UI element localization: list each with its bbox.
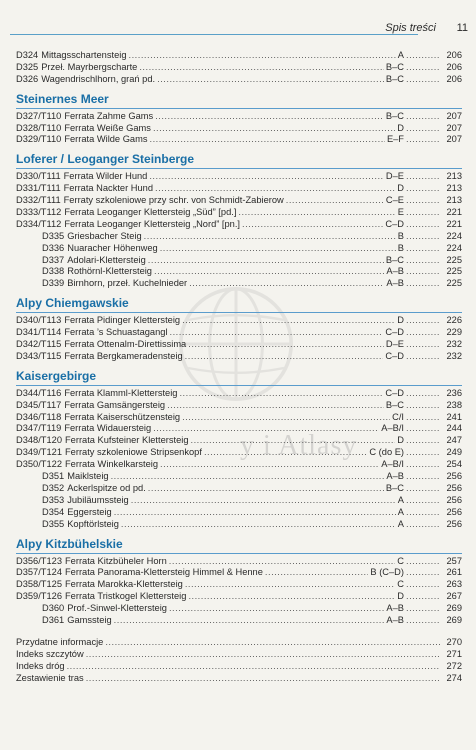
- route-code: D332/T111: [16, 195, 61, 206]
- route-code: D329/T110: [16, 134, 62, 145]
- toc-entry: [16, 603, 462, 615]
- section-title: Spis treści: [385, 22, 436, 34]
- leader-dots: [406, 327, 440, 339]
- page-ref: 269: [446, 614, 462, 625]
- page-ref: 274: [446, 672, 462, 683]
- leader-dots: [169, 603, 384, 615]
- route-code: D324: [16, 50, 39, 60]
- page-ref: 270: [446, 636, 462, 647]
- difficulty-grade: C (do E): [369, 447, 404, 458]
- leader-dots: [131, 495, 396, 507]
- leader-dots: [406, 315, 440, 327]
- appendix-title: Indeks dróg: [16, 660, 65, 671]
- leader-dots: [406, 483, 440, 495]
- toc-entry: [16, 134, 462, 146]
- leader-dots: [155, 111, 384, 123]
- page-ref: 225: [446, 254, 462, 265]
- route-code: D325: [16, 61, 39, 72]
- route-code: D331/T111: [16, 183, 61, 194]
- toc-entry: [16, 315, 462, 327]
- page-ref: 226: [446, 315, 462, 326]
- leader-dots: [242, 219, 383, 231]
- difficulty-grade: A–B/I: [381, 423, 404, 434]
- route-code: D338: [42, 266, 65, 277]
- route-code: D353: [42, 494, 65, 505]
- toc-entry: [16, 412, 462, 424]
- page-ref: 221: [446, 218, 462, 229]
- leader-dots: [406, 567, 440, 579]
- leader-dots: [148, 483, 384, 495]
- page-ref: 256: [446, 518, 462, 529]
- leader-dots: [406, 219, 440, 231]
- route-title: Ferrata Kaiserschützensteig: [64, 411, 181, 422]
- leader-dots: [185, 579, 395, 591]
- route-code: D361: [42, 614, 65, 625]
- leader-dots: [157, 74, 384, 86]
- route-code: D357/T124: [16, 567, 62, 578]
- toc-entry: [16, 483, 462, 495]
- difficulty-grade: C–D: [385, 218, 404, 229]
- route-code: D337: [42, 254, 65, 265]
- leader-dots: [406, 183, 440, 195]
- difficulty-grade: D: [397, 122, 404, 133]
- route-title: Prof.-Sinwel-Klettersteig: [67, 603, 167, 614]
- difficulty-grade: A–B: [386, 278, 404, 289]
- toc-entry: [16, 171, 462, 183]
- appendix-entry: [16, 649, 462, 661]
- toc-entry: [16, 591, 462, 603]
- leader-dots: [406, 195, 440, 207]
- page-ref: 236: [446, 387, 462, 398]
- page-ref: 272: [446, 660, 462, 671]
- toc-entry: [16, 195, 462, 207]
- toc-entry: [16, 423, 462, 435]
- page-ref: 249: [446, 447, 462, 458]
- route-title: Ferrata Leoganger Klettersteig „Nord” [pn.]: [64, 218, 241, 229]
- route-code: D327/T110: [16, 110, 62, 121]
- difficulty-grade: A–B/I: [381, 459, 404, 470]
- leader-dots: [160, 459, 379, 471]
- route-title: Ackerlspitze od pd.: [67, 482, 146, 493]
- route-code: D347/T119: [16, 423, 62, 434]
- appendix-title: Przydatne informacje: [16, 636, 104, 647]
- route-code: D349/T121: [16, 447, 62, 458]
- page-ref: 232: [446, 339, 462, 350]
- route-title: Birnhorn, przeł. Kuchelnieder: [67, 278, 188, 289]
- leader-dots: [406, 50, 440, 62]
- page-number: 11: [456, 22, 468, 34]
- leader-dots: [406, 447, 440, 459]
- route-title: Gamssteig: [67, 614, 112, 625]
- page-ref: 225: [446, 278, 462, 289]
- difficulty-grade: B–C: [385, 73, 404, 84]
- leader-dots: [188, 591, 395, 603]
- leader-dots: [406, 495, 440, 507]
- route-title: Ferrata Pidinger Klettersteig: [64, 315, 181, 326]
- leader-dots: [155, 183, 395, 195]
- difficulty-grade: C–E: [385, 195, 404, 206]
- leader-dots: [406, 400, 440, 412]
- leader-dots: [170, 327, 384, 339]
- route-code: D346/T118: [16, 411, 62, 422]
- toc-entry: [16, 266, 462, 278]
- route-title: Kopftörlsteig: [67, 518, 119, 529]
- toc-entry: [16, 207, 462, 219]
- page-ref: 213: [446, 171, 462, 182]
- page-ref: 256: [446, 471, 462, 482]
- toc-entry: [16, 339, 462, 351]
- route-code: D335: [42, 230, 65, 241]
- route-code: D344/T116: [16, 387, 62, 398]
- route-title: Ferrata Weiße Gams: [64, 122, 151, 133]
- route-title: Ferrata Gamsängersteig: [64, 399, 166, 410]
- toc-entry: [16, 400, 462, 412]
- difficulty-grade: D: [397, 591, 404, 602]
- watermark-text: y i Atlasy: [240, 430, 358, 461]
- leader-dots: [121, 519, 396, 531]
- toc-entry: [16, 471, 462, 483]
- toc-entry: [16, 519, 462, 531]
- page-ref: 206: [446, 73, 462, 84]
- leader-dots: [406, 615, 440, 627]
- toc-entry: [16, 447, 462, 459]
- toc-entry: [16, 459, 462, 471]
- toc-entry: [16, 556, 462, 568]
- difficulty-grade: A: [397, 50, 404, 60]
- difficulty-grade: E–F: [386, 134, 404, 145]
- toc-entry: [16, 435, 462, 447]
- route-title: Ferrata Klamml-Klettersteig: [64, 387, 178, 398]
- route-title: Ferrata Wilde Gams: [64, 134, 148, 145]
- page-ref: 271: [446, 648, 462, 659]
- difficulty-grade: B–C: [385, 399, 404, 410]
- route-code: D360: [42, 603, 65, 614]
- route-code: D334/T112: [16, 218, 62, 229]
- leader-dots: [406, 123, 440, 135]
- leader-dots: [406, 507, 440, 519]
- toc-entry: [16, 507, 462, 519]
- leader-dots: [67, 661, 440, 673]
- leader-dots: [406, 435, 440, 447]
- difficulty-grade: B (C–D): [370, 567, 404, 578]
- difficulty-grade: B–C: [385, 254, 404, 265]
- leader-dots: [406, 255, 440, 267]
- leader-dots: [114, 615, 385, 627]
- leader-dots: [182, 315, 395, 327]
- route-title: Jubiläumssteig: [67, 494, 129, 505]
- leader-dots: [86, 649, 440, 661]
- route-title: Ferrata Bergkameradensteig: [64, 350, 183, 361]
- difficulty-grade: B–C: [385, 110, 404, 121]
- route-title: Mittagsschartensteig: [41, 50, 127, 60]
- leader-dots: [86, 673, 440, 685]
- leader-dots: [406, 459, 440, 471]
- page-ref: 254: [446, 459, 462, 470]
- toc-entry: [16, 278, 462, 290]
- toc-entry: [16, 388, 462, 400]
- leader-dots: [114, 507, 396, 519]
- section-heading: Alpy Kitzbühelskie: [16, 536, 462, 554]
- section-heading: Alpy Chiemgawskie: [16, 295, 462, 313]
- route-title: Ferrata Wilder Hund: [63, 171, 148, 182]
- page-ref: 244: [446, 423, 462, 434]
- difficulty-grade: D–E: [385, 339, 404, 350]
- difficulty-grade: A: [397, 494, 404, 505]
- page-ref: 206: [446, 50, 462, 60]
- leader-dots: [129, 50, 396, 62]
- difficulty-grade: B: [397, 230, 404, 241]
- leader-dots: [406, 412, 440, 424]
- leader-dots: [153, 423, 379, 435]
- page-ref: 232: [446, 350, 462, 361]
- leader-dots: [188, 339, 384, 351]
- toc-entry: [16, 111, 462, 123]
- leader-dots: [265, 567, 369, 579]
- page-ref: 207: [446, 110, 462, 121]
- leader-dots: [144, 231, 396, 243]
- page-ref: 247: [446, 435, 462, 446]
- toc-entry: [16, 351, 462, 363]
- appendix-entry: [16, 661, 462, 673]
- toc-entry: [16, 50, 462, 62]
- difficulty-grade: D: [397, 183, 404, 194]
- toc-entry: [16, 243, 462, 255]
- toc-entry: [16, 615, 462, 627]
- difficulty-grade: C–D: [385, 387, 404, 398]
- page-ref: 256: [446, 494, 462, 505]
- route-title: Nuaracher Höhenweg: [67, 242, 158, 253]
- leader-dots: [406, 579, 440, 591]
- leader-dots: [406, 556, 440, 568]
- leader-dots: [406, 231, 440, 243]
- leader-dots: [160, 243, 396, 255]
- route-title: Wagendrischlhorn, grań pd.: [41, 73, 156, 84]
- toc-entry: [16, 62, 462, 74]
- section-heading: Kaisergebirge: [16, 368, 462, 386]
- route-code: D359/T126: [16, 591, 62, 602]
- difficulty-grade: C: [397, 579, 404, 590]
- route-title: Przeł. Mayrbergscharte: [41, 61, 138, 72]
- page-ref: 221: [446, 207, 462, 218]
- route-title: Ferrata Leoganger Klettersteig „Süd” [pd.]: [64, 207, 237, 218]
- route-title: Griesbacher Steig: [67, 230, 142, 241]
- difficulty-grade: D: [397, 435, 404, 446]
- page-ref: 206: [446, 61, 462, 72]
- route-title: Ferrata Nackter Hund: [63, 183, 154, 194]
- page-ref: 213: [446, 183, 462, 194]
- page-ref: 261: [446, 567, 462, 578]
- route-title: Ferrata Ottenalm-Direttissima: [64, 339, 187, 350]
- route-code: D343/T115: [16, 350, 62, 361]
- route-code: D333/T112: [16, 207, 62, 218]
- route-title: Eggersteig: [67, 506, 112, 517]
- route-title: Ferrata Kitzbüheler Horn: [65, 555, 167, 566]
- leader-dots: [111, 471, 385, 483]
- leader-dots: [189, 278, 384, 290]
- route-title: Ferraty szkoleniowe przy schr. von Schmidt-Zabierow: [63, 195, 284, 206]
- route-title: Ferrata Zahme Gams: [64, 110, 154, 121]
- difficulty-grade: A: [397, 518, 404, 529]
- difficulty-grade: D–E: [385, 171, 404, 182]
- page-ref: 224: [446, 242, 462, 253]
- appendix-title: Indeks szczytów: [16, 648, 84, 659]
- appendix-title: Zestawienie tras: [16, 672, 84, 683]
- leader-dots: [406, 339, 440, 351]
- route-title: Ferrata Kufsteiner Klettersteig: [65, 435, 189, 446]
- route-title: Ferrata Tristkogel Klettersteig: [65, 591, 187, 602]
- leader-dots: [406, 519, 440, 531]
- route-code: D351: [42, 471, 65, 482]
- difficulty-grade: A: [397, 506, 404, 517]
- leader-dots: [406, 171, 440, 183]
- toc-entry: [16, 495, 462, 507]
- toc-entry: [16, 74, 462, 86]
- route-code: D354: [42, 506, 65, 517]
- page-ref: 263: [446, 579, 462, 590]
- leader-dots: [169, 556, 395, 568]
- leader-dots: [167, 400, 384, 412]
- route-title: Ferraty szkoleniowe Stripsenkopf: [65, 447, 202, 458]
- route-title: Rothörnl-Klettersteig: [67, 266, 152, 277]
- leader-dots: [406, 74, 440, 86]
- page-ref: 257: [446, 555, 462, 566]
- difficulty-grade: A–B: [386, 471, 404, 482]
- leader-dots: [204, 447, 367, 459]
- spacer: [16, 627, 462, 637]
- page-ref: 224: [446, 230, 462, 241]
- leader-dots: [185, 351, 384, 363]
- route-code: D348/T120: [16, 435, 62, 446]
- leader-dots: [150, 134, 385, 146]
- difficulty-grade: E: [397, 207, 404, 218]
- page-ref: 256: [446, 506, 462, 517]
- route-code: D358/T125: [16, 579, 62, 590]
- toc-entry: [16, 231, 462, 243]
- toc-entry: [16, 219, 462, 231]
- page-ref: 256: [446, 482, 462, 493]
- page-header: [0, 18, 476, 38]
- difficulty-grade: A–B: [386, 614, 404, 625]
- toc-entry: [16, 327, 462, 339]
- leader-dots: [406, 62, 440, 74]
- difficulty-grade: B–C: [385, 61, 404, 72]
- leader-dots: [105, 637, 440, 649]
- route-code: D356/T123: [16, 555, 62, 566]
- page-ref: 207: [446, 122, 462, 133]
- difficulty-grade: C/I: [392, 411, 404, 422]
- page-ref: 213: [446, 195, 462, 206]
- difficulty-grade: C–D: [385, 350, 404, 361]
- leader-dots: [182, 412, 390, 424]
- toc-entry: [16, 567, 462, 579]
- route-code: D341/T114: [16, 327, 62, 338]
- leader-dots: [406, 278, 440, 290]
- leader-dots: [406, 351, 440, 363]
- route-code: D342/T115: [16, 339, 62, 350]
- appendix-entry: [16, 637, 462, 649]
- toc-entry: [16, 183, 462, 195]
- leader-dots: [406, 134, 440, 146]
- page-ref: 238: [446, 399, 462, 410]
- leader-dots: [153, 123, 395, 135]
- route-code: D326: [16, 73, 39, 84]
- route-title: Ferrata Marokka-Klettersteig: [65, 579, 183, 590]
- route-code: D336: [42, 242, 65, 253]
- leader-dots: [406, 266, 440, 278]
- leader-dots: [406, 423, 440, 435]
- page-ref: 225: [446, 266, 462, 277]
- route-title: Ferrata ’s Schuastagangl: [64, 327, 168, 338]
- route-title: Ferrata Panorama-Klettersteig Himmel & Henne: [65, 567, 263, 578]
- toc-entry: [16, 255, 462, 267]
- difficulty-grade: B–C: [385, 482, 404, 493]
- leader-dots: [179, 388, 383, 400]
- toc-entry: [16, 123, 462, 135]
- route-title: Maiklsteig: [67, 471, 109, 482]
- difficulty-grade: A–B: [386, 266, 404, 277]
- leader-dots: [406, 591, 440, 603]
- leader-dots: [238, 207, 395, 219]
- route-title: Ferrata Widauersteig: [64, 423, 152, 434]
- difficulty-grade: B: [397, 242, 404, 253]
- difficulty-grade: D: [397, 315, 404, 326]
- difficulty-grade: C–D: [385, 327, 404, 338]
- route-code: D352: [42, 482, 65, 493]
- section-heading: Loferer / Leoganger Steinberge: [16, 151, 462, 169]
- page-ref: 241: [446, 411, 462, 422]
- leader-dots: [406, 207, 440, 219]
- route-code: D345/T117: [16, 399, 62, 410]
- leader-dots: [406, 603, 440, 615]
- leader-dots: [406, 471, 440, 483]
- page-ref: 229: [446, 327, 462, 338]
- difficulty-grade: A–B: [386, 603, 404, 614]
- route-title: Ferrata Winkelkarsteig: [65, 459, 158, 470]
- page-ref: 269: [446, 603, 462, 614]
- section-heading: Steinernes Meer: [16, 91, 462, 109]
- leader-dots: [139, 62, 384, 74]
- header-rule: [10, 34, 418, 35]
- route-code: D330/T111: [16, 171, 61, 182]
- difficulty-grade: C: [397, 555, 404, 566]
- leader-dots: [406, 243, 440, 255]
- route-code: D328/T110: [16, 122, 62, 133]
- leader-dots: [406, 388, 440, 400]
- route-code: D340/T113: [16, 315, 62, 326]
- leader-dots: [406, 111, 440, 123]
- route-title: Adolari-Klettersteig: [67, 254, 146, 265]
- leader-dots: [154, 266, 384, 278]
- leader-dots: [191, 435, 396, 447]
- leader-dots: [148, 255, 384, 267]
- toc-entry: [16, 579, 462, 591]
- route-code: D355: [42, 518, 65, 529]
- appendix-entry: [16, 673, 462, 685]
- route-code: D350/T122: [16, 459, 62, 470]
- page-ref: 267: [446, 591, 462, 602]
- route-code: D339: [42, 278, 65, 289]
- leader-dots: [286, 195, 384, 207]
- table-of-contents: [16, 50, 462, 684]
- page-ref: 207: [446, 134, 462, 145]
- leader-dots: [149, 171, 384, 183]
